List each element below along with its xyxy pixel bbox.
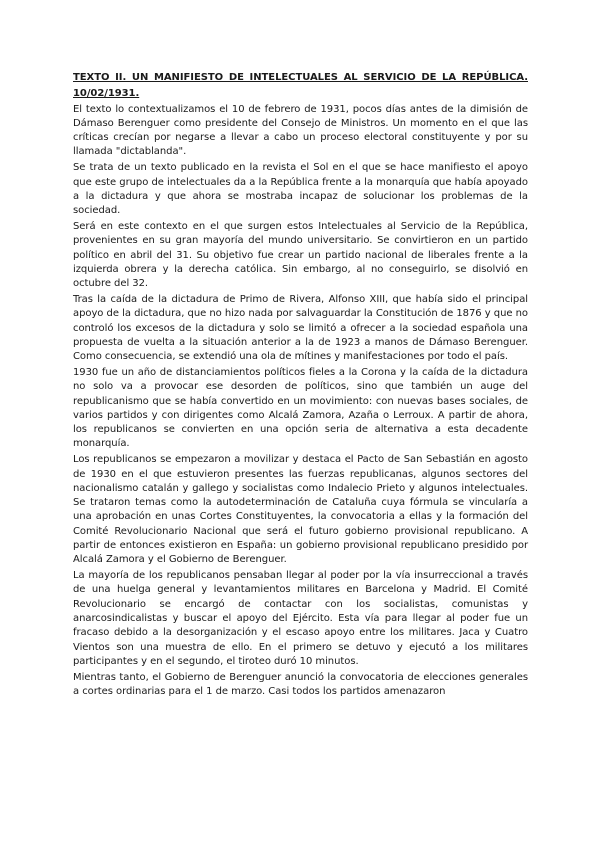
document-body bbox=[73, 71, 528, 701]
paragraph-1: El texto lo contextualizamos el 10 de febrero de 1931, pocos días antes de la dimisión de Dámaso Berenguer como presidente del Consejo de Ministros. Un momento en el que las críticas crecían por negarse a llevar a cabo un proceso electoral constituyente y por su llamada "dictablanda". bbox=[73, 103, 528, 158]
paragraph-6: Los republicanos se empezaron a movilizar y destaca el Pacto de San Sebastián en agosto de 1930 en el que estuvieron presentes las fuerzas republicanas, algunos sectores del nacionalismo catalán y gallego y socialistas como Indalecio Prieto y algunos intelectuales. Se trataron temas como la autodeterminación de Cataluña cuya fórmula se vincularía a una aprobación en unas Cortes Constituyentes, la convocatoria a ellas y la formación del Comité Revolucionario Nacional que será el futuro gobierno provisional republicano. A partir de entonces existieron en España: un gobierno provisional republicano presidido por Alcalá Zamora y el Gobierno de Berenguer. bbox=[73, 454, 528, 566]
paragraph-5: 1930 fue un año de distanciamientos políticos fieles a la Corona y la caída de la dictadura no solo va a provocar ese desorden de políticos, sino que también un auge del republicanismo que se había convertido en un movimiento: con nuevas bases sociales, de varios partidos y con dirigentes como Alcalá Zamora, Azaña o Lerroux. A partir de ahora, los republicanos se convierten en una opción seria de alternativa a esta decadente monarquía. bbox=[73, 366, 528, 450]
document-title: TEXTO II. UN MANIFIESTO DE INTELECTUALES AL SERVICIO DE LA REPÚBLICA. bbox=[73, 72, 528, 83]
paragraph-2: Se trata de un texto publicado en la revista el Sol en el que se hace manifiesto el apoyo que este grupo de intelectuales da a la República frente a la monarquía que había apoyado a la dictadura y que ahora se mostraba incapaz de solucionar los problemas de la sociedad. bbox=[73, 162, 528, 217]
paragraph-4: Tras la caída de la dictadura de Primo de Rivera, Alfonso XIII, que había sido el principal apoyo de la dictadura, que no hizo nada por salvaguardar la Constitución de 1876 y que no controló los excesos de la dictadura y solo se limitó a ofrecer a la sociedad española una propuesta de vuelta a la situación anterior a la de 1923 a manos de Dámaso Berenguer. Como consecuencia, se extendió una ola de mítines y manifestaciones por todo el país. bbox=[73, 293, 528, 363]
paragraph-7: La mayoría de los republicanos pensaban llegar al poder por la vía insurreccional a través de una huelga general y levantamientos militares en Barcelona y Madrid. El Comité Revolucionario se encargó de contactar con los socialistas, comunistas y anarcosindicalistas y buscar el apoyo del Ejército. Esta vía para llegar al poder fue un fracaso debido a la desorganización y el escaso apoyo entre los militares. Jaca y Cuatro Vientos son una muestra de ello. En el primero se detuvo y ejecutó a los militares participantes y en el segundo, el tiroteo duró 10 minutos. bbox=[73, 570, 528, 667]
paragraph-3: Será en este contexto en el que surgen estos Intelectuales al Servicio de la República, provenientes en su gran mayoría del mundo universitario. Se convirtieron en un partido político en abril del 31. Su objetivo fue crear un partido nacional de liberales frente a la izquierda obrera y la derecha católica. Sin embargo, al no conseguirlo, se disolvió en octubre del 32. bbox=[73, 220, 528, 290]
document-date: 10/02/1931. bbox=[73, 87, 140, 99]
paragraph-8: Mientras tanto, el Gobierno de Berenguer anunció la convocatoria de elecciones generales a cortes ordinarias para el 1 de marzo. Casi todos los partidos amenazaron bbox=[73, 671, 528, 697]
